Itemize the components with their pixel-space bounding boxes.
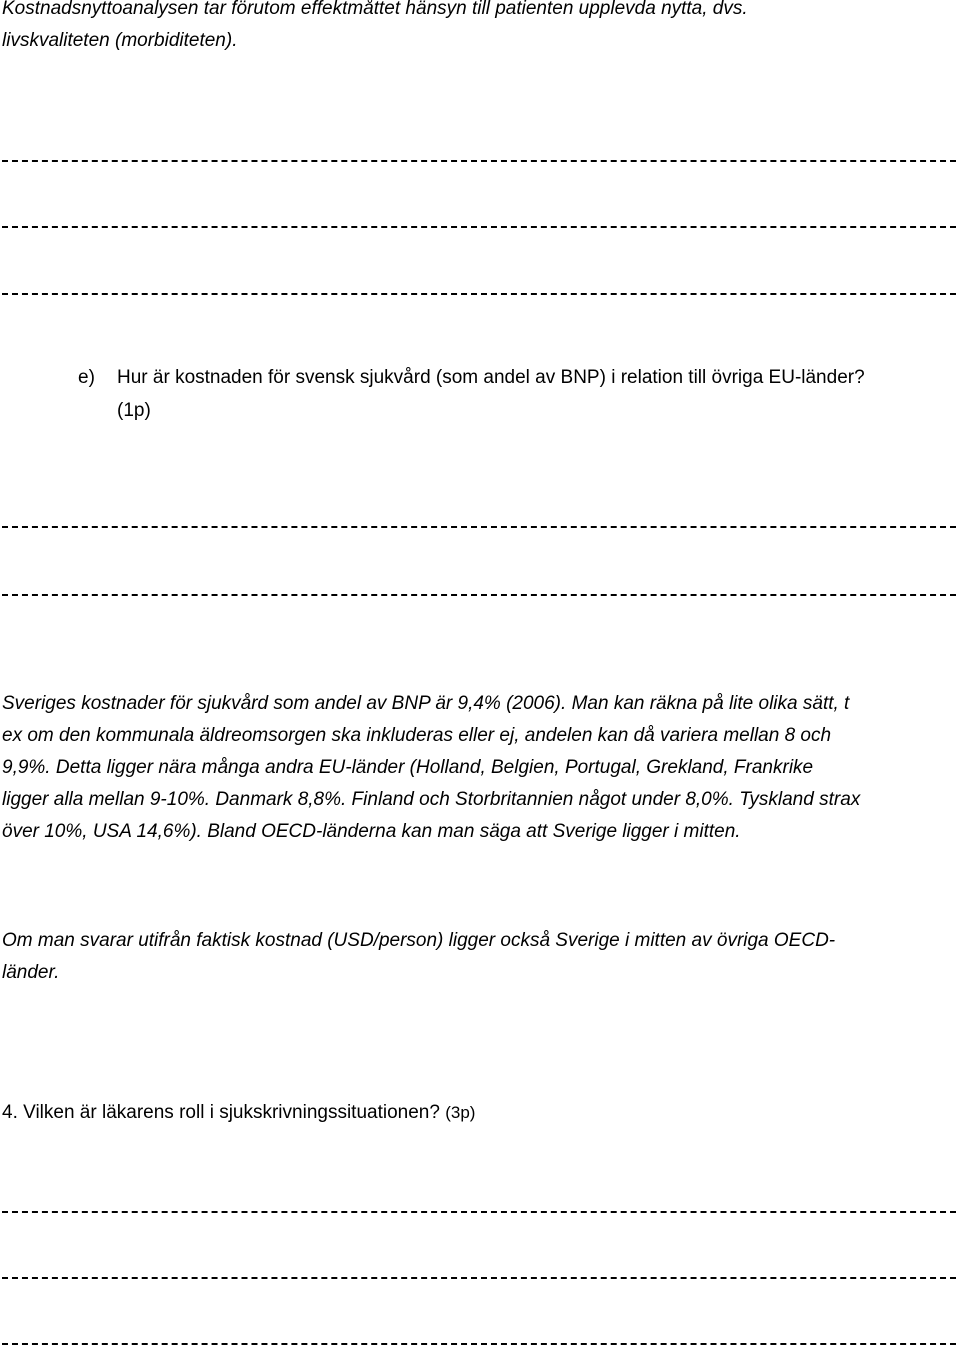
question-e-text: Hur är kostnaden för svensk sjukvård (som andel av BNP) i relation till övriga EU-länder? [117,367,865,388]
answer-line[interactable] [2,526,956,528]
answer-line[interactable] [2,226,956,228]
answer-line[interactable] [2,1211,956,1213]
answer-line[interactable] [2,1277,956,1279]
answer-line-1-italic: Sveriges kostnader för sjukvård som andel av BNP är 9,4% (2006). [2,693,572,714]
intro-paragraph [2,0,958,57]
question-4-points: (3p) [445,1103,476,1122]
intro-line-2: livskvaliteten (morbiditeten). [2,30,238,51]
answer2-line-1: Om man svarar utifrån faktisk kostnad (USD/person) ligger också Sverige i mitten av övriga OECD- [2,930,836,951]
answer2-line-2: länder. [2,962,60,983]
answer-line[interactable] [2,594,956,596]
answer-line-5: över 10%, USA 14,6%). Bland OECD-länderna kan man säga att Sverige ligger i mitten. [2,821,741,842]
intro-line-1: Kostnadsnyttoanalysen tar förutom effektmåttet hänsyn till patienten upplevda nytta, dvs. [2,0,748,19]
answer-line-1 [2,688,958,720]
answer-line-1-rest: Man kan räkna på lite olika sätt, t [571,693,850,714]
question-e-label: e) [78,367,95,388]
answer-paragraph [2,688,958,848]
answer-line-3 [2,752,958,784]
answer-line[interactable] [2,293,956,295]
question-4 [2,1097,475,1129]
question-e-points: (1p) [117,400,151,421]
answer-line-3-start: 9,9%. [2,757,56,778]
answer-line[interactable] [2,1343,956,1345]
answer-line-4: ligger alla mellan 9-10%. Danmark 8,8%. Finland och Storbritannien något under 8,0%. Tyskland strax [2,789,861,810]
answer2-paragraph [2,925,958,989]
answer-line[interactable] [2,160,956,162]
question-4-text: 4. Vilken är läkarens roll i sjukskrivningssituationen? [2,1102,446,1123]
answer-line-2: ex om den kommunala äldreomsorgen ska inkluderas eller ej, andelen kan då variera mellan 8 och [2,725,832,746]
answer-line-3-rest: Detta ligger nära många andra EU-länder (Holland, Belgien, Portugal, Grekland, Frankrike [55,757,814,778]
